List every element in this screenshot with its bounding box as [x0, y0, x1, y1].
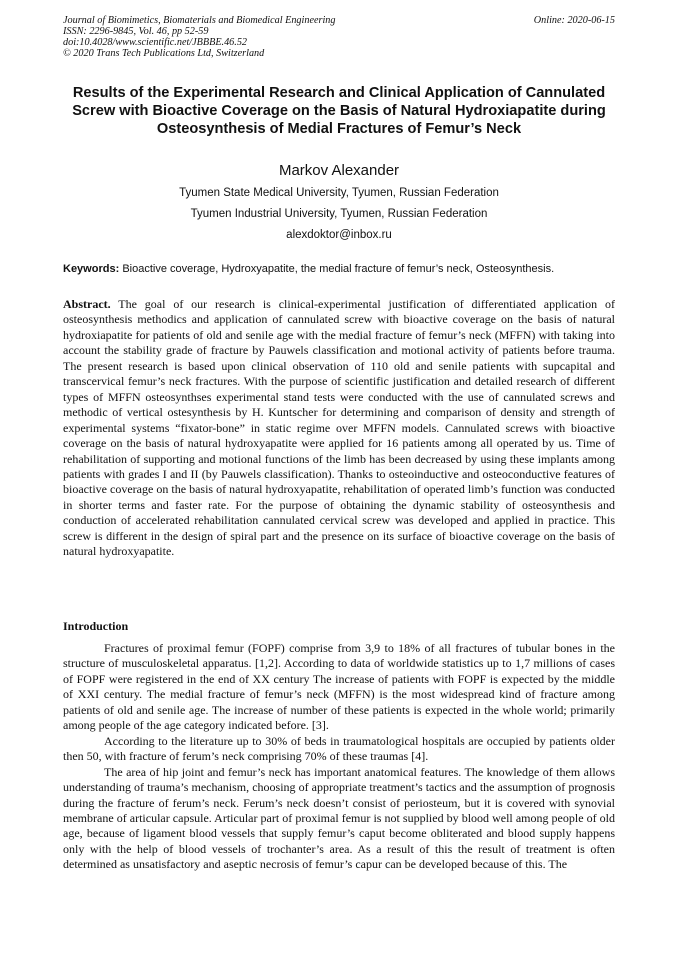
intro-paragraph-2: According to the literature up to 30% of beds in traumatological hospitals are occupied by patients older then 50, with fracture of ferum’s neck comprising 70% of these traumas [4].: [63, 733, 615, 764]
keywords: [63, 262, 623, 277]
copyright-line: © 2020 Trans Tech Publications Ltd, Switzerland: [63, 48, 265, 59]
journal-name: Journal of Biomimetics, Biomaterials and Biomedical Engineering: [63, 15, 336, 26]
abstract-text: The goal of our research is clinical-experimental justification of differentiated application of osteosynthesis methodics and application of cannulated screw with bioactive coverage on the basis of natural hydroxiapatite for patients of old and senile age with the medial fracture of femur’s neck (MFFN) with taking into account the stability grade of fracture by Pauwels classification and motional activity of patients before trauma. The present research is based upon clinical observation of 110 old and senile patients with supcapital and transcervical femur’s neck fractures. With the purpose of scientific justification and detailed research of different types of MFFN osteosynthses experimental stand tests were conducted with the use of cannulated screws and methodic of vertical ostesynthesis by H. Kuntscher for determining and comparison of density and strength of experimental systems “fixator-bone” in static regime over MFFN models. Cannulated screws with bioactive coverage on the basis of natural hydroxyapatite were applied for 16 patients among all operated by us. Time of rehabilitation of supporting and motional functions of the limb has been decreased by using these implants among patients with grades I and II (by Pauwels classification). Thanks to osteoinductive and osteoconductive features of bioactive coverage on the basis of natural hydroxyapatite, rehabilitation of operated limb’s function was conducted in shorter terms and faster rate. For the purpose of obtaining the dynamic stability of osteosynthesis and conduction of accelerated rehabilitation cannulated cervical screw was developed and applied in practice. This screw is different in the design of spiral part and the presence on its surface of bioactive coverage on the basis of natural hydroxyapatite.: [63, 297, 615, 559]
journal-header: [63, 15, 615, 59]
paper-title: Results of the Experimental Research and Clinical Application of Cannulated Screw with Bioactive Coverage on the Basis of Natural Hydroxiapatite during Osteosynthesis of Medial Fractures of Femur’s Neck: [72, 85, 606, 138]
author-name: Markov Alexander: [278, 162, 400, 179]
intro-paragraph-1: Fractures of proximal femur (FOPF) comprise from 3,9 to 18% of all fractures of tubular bones in the structure of musculoskeletal apparatus. [1,2]. According to data of worldwide statistics up to 1,7 millions of cases of FOPF were registered in the end of XX century The increase of patients with FOPF is expected by the middle of XXI century. The medial fracture of femur’s neck (MFFN) is the most widespread kind of fracture among patients of old and senile age. The increase of number of these patients is expected in the whole world; primarily among people of the age category indicated before. [3].: [63, 641, 615, 733]
keywords-label: Keywords:: [63, 263, 120, 275]
affiliation-2: Tyumen Industrial University, Tyumen, Russian Federation: [190, 208, 488, 220]
section-heading-introduction: Introduction: [63, 619, 129, 633]
issn-line: ISSN: 2296-9845, Vol. 46, pp 52-59: [63, 26, 209, 37]
intro-paragraph-3: The area of hip joint and femur’s neck has important anatomical features. The knowledge of them allows understanding of trauma’s mechanism, choosing of appropriate treatment’s tactics and the assumption of prognosis during the fracture of ferum’s neck. Ferum’s neck doesn’t consist of periosteum, but it is covered with synovial membrane of articular capsule. Articular part of proximal femur is not supplied by blood well among people of old age, because of ligament blood vessels that supply femur’s caput become obliterated and blood supply happens only with the help of blood vessels of trochanter’s area. As a result of this the result of treatment is often determined as unsatisfactory and aseptic necrosis of femur’s capur can be developed because of this. The: [63, 764, 615, 872]
online-date: Online: 2020-06-15: [533, 15, 615, 26]
abstract: [63, 297, 615, 560]
affiliation-1: Tyumen State Medical University, Tyumen, Russian Federation: [179, 187, 499, 199]
author-email: alexdoktor@inbox.ru: [286, 229, 392, 241]
introduction-body: [63, 641, 615, 873]
keywords-text: Bioactive coverage, Hydroxyapatite, the medial fracture of femur’s neck, Osteosynthesis.: [122, 263, 555, 275]
doi-line: doi:10.4028/www.scientific.net/JBBBE.46.52: [63, 37, 248, 48]
abstract-label: Abstract.: [63, 297, 111, 311]
